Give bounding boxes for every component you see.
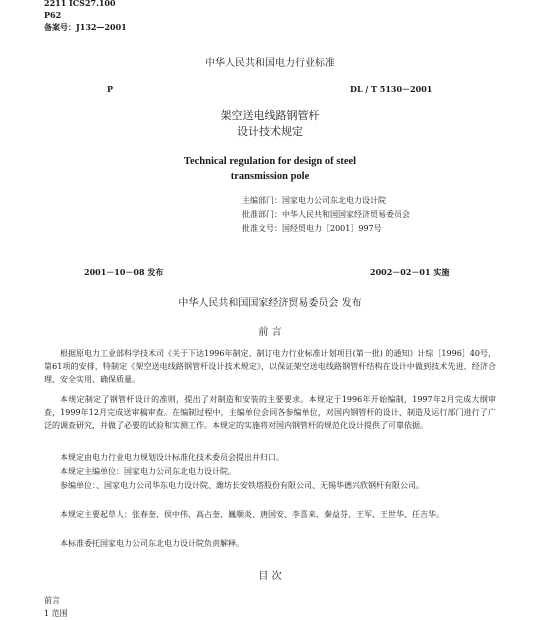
standard-number: DL / T 5130－2001: [350, 84, 433, 94]
paragraph-interpretation: 本标准委托国家电力公司东北电力设计院负责解释。: [60, 539, 244, 548]
paragraph-overview: 本规定制定了钢管杆设计的准则，提出了对制造和安装的主要要求。本规定于1996年开始编制，1997年2月完成大纲审查，1999年12月完成送审稿审查。在编制过程中，主编单位会同各参编单位，对国内钢管杆的设计、制造及运行部门进行了广泛的调查研究，并做了必要的试验和实测工作。本规定的实施将对国内钢管杆的规范化设计提供了可靠依据。: [44, 395, 496, 430]
paragraph-participants: 参编单位：、国家电力公司华东电力设计院、潍坊长安铁塔股份有限公司、无锡华德兴欣钢杆有限公司。: [60, 481, 424, 490]
issuer-approver: 批准部门：中华人民共和国国家经济贸易委员会: [242, 210, 410, 219]
toc-item-scope[interactable]: 1 范围: [44, 609, 68, 618]
title-en-line-1: Technical regulation for design of steel: [183, 156, 357, 167]
release-date: 2001－10－08 发布: [84, 267, 164, 277]
toc-item-foreword[interactable]: 前言: [44, 596, 60, 605]
paragraph-proposer: 本规定由电力行业电力规划设计标准化技术委员会提出并归口。: [60, 453, 284, 462]
title-en-line-2: transmission pole: [230, 171, 310, 182]
issuer-editor: 主编部门：国家电力公司东北电力设计院: [242, 196, 386, 205]
toc-title: 目 次: [258, 571, 282, 582]
ics-code: 2211 ICS27.100: [44, 0, 116, 8]
paragraph-chief-unit: 本规定主编单位：国家电力公司东北电力设计院。: [60, 467, 236, 476]
title-cn-line-1: 架空送电线路钢管杆: [220, 109, 320, 122]
category-code: P62: [44, 10, 62, 20]
publisher: 中华人民共和国国家经济贸易委员会 发布: [178, 298, 362, 309]
foreword-title: 前 言: [258, 327, 282, 338]
paragraph-intro: 根据原电力工业部科学技术司《关于下达1996年制定、制订电力行业标准计划项目(第一批) 的通知》计综［1996］40号，第61项的安排，特制定《架空送电线路钢管杆设计技术规定》，以保证架空送电线路钢管杆结构在设计中做到技术先进、经济合理、安全实用、确保质量。: [44, 349, 496, 384]
paragraph-drafters: 本规定主要起草人：张春奎、侯中伟、高占奎、巍顺炎、唐国安、李喜来、秦益芬、王军、王世华、任吉华。: [60, 510, 444, 519]
approval-number: 批准文号：国经贸电力［2001］997号: [242, 224, 382, 233]
class-code: P: [107, 84, 114, 94]
standard-body: 中华人民共和国电力行业标准: [205, 58, 335, 69]
implementation-date: 2002－02－01 实施: [370, 267, 450, 277]
title-cn-line-2: 设计技术规定: [237, 125, 303, 138]
record-number: 备案号：J132—2001: [44, 22, 127, 32]
